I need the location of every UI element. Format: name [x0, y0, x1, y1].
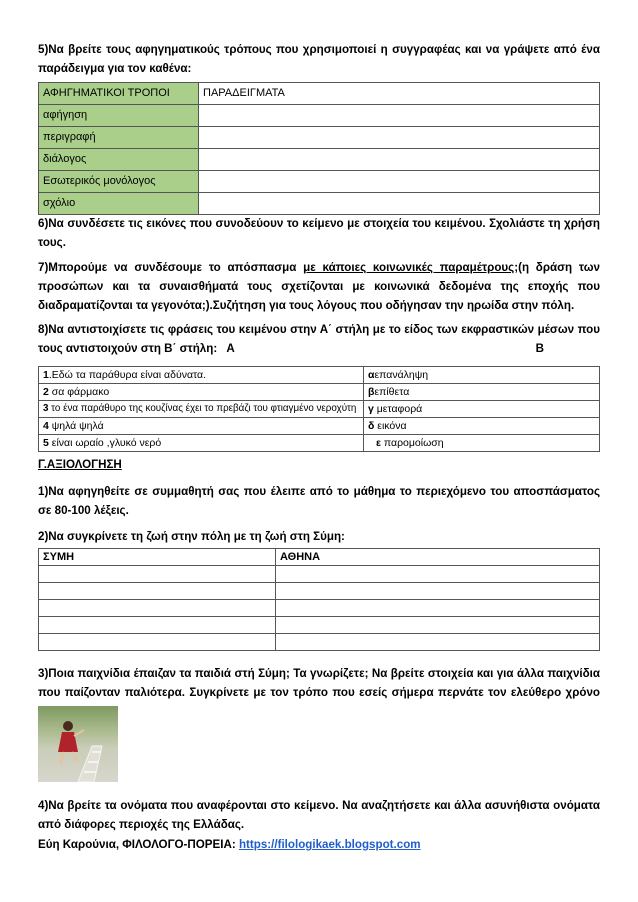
answer-cell[interactable] [199, 105, 600, 127]
question-7 [38, 258, 600, 315]
table-row [39, 617, 600, 634]
answer-cell[interactable] [39, 566, 276, 583]
table-row [39, 566, 600, 583]
table-row: 1.Εδώ τα παράθυρα είναι αδύνατα. αεπανάληψη [39, 367, 600, 384]
answer-cell[interactable] [199, 127, 600, 149]
table-row [39, 600, 600, 617]
evaluation-question-3: 3)Ποια παιχνίδια έπαιζαν τα παιδιά στή Σύμη; Τα γνωρίζετε; Να βρείτε στοιχεία και για άλλα παιχνίδια που παίζονταν παλιότερα. Συγκρίνετε με τον τρόπο που εσείς σήμερα περνάτε τον ελεύθερο χρόνο [38, 667, 600, 699]
table-header: ΣΥΜΗ [39, 549, 276, 566]
table-row [39, 171, 600, 193]
table-cell: περιγραφή [39, 127, 199, 149]
answer-cell[interactable] [39, 583, 276, 600]
table-row [39, 193, 600, 215]
answer-cell[interactable] [276, 617, 600, 634]
table-cell: Εσωτερικός μονόλογος [39, 171, 199, 193]
table-row [39, 549, 600, 566]
evaluation-question-4: 4)Να βρείτε τα ονόματα που αναφέρονται στο κείμενο. Να αναζητήσετε και άλλα ασυνήθιστα ονόματα από διάφορες περιοχές της Ελλάδας. [38, 799, 600, 831]
table-row [39, 149, 600, 171]
table-row: 4 ψηλά ψηλά δ εικόνα [39, 418, 600, 435]
column-a-label: Α [226, 342, 235, 355]
footer-credit [38, 838, 421, 851]
column-b-label: Β [535, 342, 544, 355]
children-hopscotch-photo [38, 706, 118, 782]
table-header: ΑΘΗΝΑ [276, 549, 600, 566]
q7-after: ;(η δράση των προσώπων και τα συναισθήματά τους σχετίζονται με κοινωνικά δεδομένα της εποχής που διαδραματίζονται τα γεγονότα;).Συζήτηση για τους λόγους που οδήγησαν την ηρωίδα στην πόλη. [38, 261, 601, 312]
answer-cell[interactable] [199, 171, 600, 193]
table-row [39, 83, 600, 105]
footer-author: Εύη Καρούνια, ΦΙΛΟΛΟΓΟ-ΠΟΡΕΙΑ: [38, 838, 239, 851]
table-header: ΠΑΡΑΔΕΙΓΜΑΤΑ [199, 83, 600, 105]
section-evaluation-heading: Γ.ΑΞΙΟΛΟΓΗΣΗ [38, 458, 122, 471]
question-6: 6)Να συνδέσετε τις εικόνες που συνοδεύουν το κείμενο με στοιχεία του κειμένου. Σχολιάστε τη χρήση τους. [38, 217, 600, 249]
table-cell: αφήγηση [39, 105, 199, 127]
answer-cell[interactable] [199, 193, 600, 215]
table-header: ΑΦΗΓΗΜΑΤΙΚΟΙ ΤΡΟΠΟΙ [39, 83, 199, 105]
hopscotch-image [38, 706, 118, 782]
narrative-modes-table [38, 82, 600, 215]
question-8 [38, 320, 600, 358]
table-row: 2 σα φάρμακο βεπίθετα [39, 384, 600, 401]
comparison-table [38, 548, 600, 651]
q7-before: 7)Μπορούμε να συνδέσουμε το απόσπασμα [38, 261, 304, 274]
answer-cell[interactable] [276, 600, 600, 617]
answer-cell[interactable] [276, 566, 600, 583]
table-cell: διάλογος [39, 149, 199, 171]
answer-cell[interactable] [39, 617, 276, 634]
question-5: 5)Να βρείτε τους αφηγηματικούς τρόπους που χρησιμοποιεί η συγγραφέας και να γράψετε από ένα παράδειγμα για τον καθένα: [38, 43, 600, 75]
blog-link[interactable]: https://filologikaek.blogspot.com [238, 838, 421, 851]
answer-cell[interactable] [276, 634, 600, 651]
answer-cell[interactable] [199, 149, 600, 171]
answer-cell[interactable] [39, 634, 276, 651]
evaluation-question-2: 2)Να συγκρίνετε τη ζωή στην πόλη με τη ζωή στη Σύμη: [38, 530, 345, 543]
table-row: 3 το ένα παράθυρο της κουζίνας έχει το πρεβάζι του φτιαγμένο νεροχύτη γ μεταφορά [39, 401, 600, 418]
table-row [39, 583, 600, 600]
q8-text: 8)Να αντιστοιχίσετε τις φράσεις του κειμένου στην Α΄ στήλη με το είδος των εκφραστικών μέσων που τους αντιστοιχούν στη Β΄ στήλη: [38, 323, 600, 355]
table-row [39, 634, 600, 651]
table-row [39, 127, 600, 149]
evaluation-question-1: 1)Να αφηγηθείτε σε συμμαθητή σας που έλειπε από το μάθημα το περιεχόμενο του αποσπάσματος σε 80-100 λέξεις. [38, 485, 600, 517]
answer-cell[interactable] [276, 583, 600, 600]
table-row [39, 105, 600, 127]
table-cell: σχόλιο [39, 193, 199, 215]
answer-cell[interactable] [39, 600, 276, 617]
matching-table [38, 366, 600, 452]
q7-underlined: με κάποιες κοινωνικές παραμέτρους [303, 261, 515, 274]
table-row: 5 είναι ωραίο ,γλυκό νερό ε παρομοίωση [39, 435, 600, 452]
